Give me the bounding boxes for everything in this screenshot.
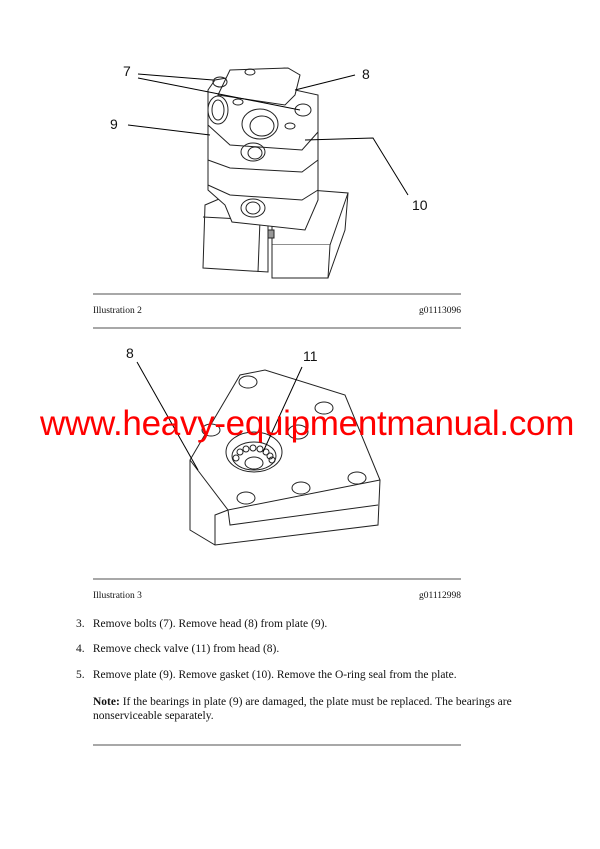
callout-8-plate: 8: [126, 345, 134, 361]
step-3: [76, 618, 327, 630]
illustration-3-id: g01112998: [418, 591, 461, 601]
step-number: 3.: [76, 618, 85, 630]
note: [93, 695, 553, 723]
divider-top-illustration-2: [93, 293, 461, 295]
illustration-3-caption: [93, 591, 461, 601]
illustration-3-drawing: [80, 330, 480, 570]
step-text: Remove bolts (7). Remove head (8) from plate (9).: [92, 618, 328, 630]
watermark: www.heavy-equipmentmanual.com: [40, 404, 575, 443]
illustration-2-label: Illustration 2: [93, 306, 142, 316]
illustration-3-label: Illustration 3: [93, 591, 142, 601]
note-label: Note:: [93, 696, 120, 708]
step-4: [76, 643, 279, 655]
step-text: Remove check valve (11) from head (8).: [92, 643, 280, 655]
divider-bottom-illustration-2: [93, 327, 461, 329]
illustration-2-drawing: [90, 50, 450, 290]
divider-end: [93, 744, 461, 746]
callout-7: 7: [123, 63, 131, 79]
callout-8: 8: [362, 66, 370, 82]
step-5: [76, 669, 457, 681]
illustration-2-caption: [93, 306, 461, 316]
divider-top-illustration-3: [93, 578, 461, 580]
step-text: Remove plate (9). Remove gasket (10). Remove the O-ring seal from the plate.: [92, 669, 457, 681]
step-number: 5.: [76, 669, 85, 681]
step-number: 4.: [76, 643, 85, 655]
note-text: If the bearings in plate (9) are damaged, the plate must be replaced. The bearings are nonserviceable separately.: [93, 696, 512, 722]
callout-10: 10: [412, 197, 428, 213]
illustration-2-id: g01113096: [418, 306, 461, 316]
callout-9: 9: [110, 116, 118, 132]
callout-11: 11: [303, 348, 318, 364]
